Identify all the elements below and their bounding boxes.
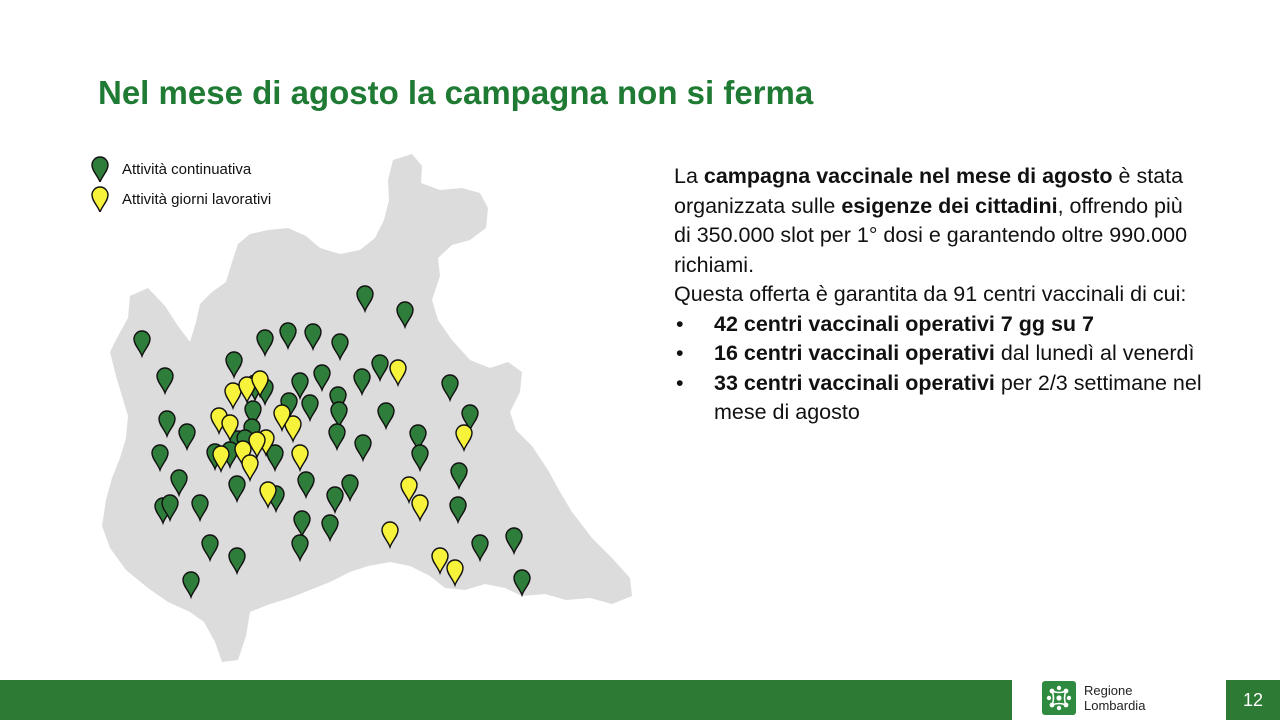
list-item: • 42 centri vaccinali operativi 7 gg su 7	[674, 310, 1204, 340]
centers-list	[674, 310, 1204, 428]
list-item: • 33 centri vaccinali operativi per 2/3 settimane nel mese di agosto	[674, 369, 1204, 428]
logo-text: Regione Lombardia	[1084, 683, 1146, 713]
lombardy-region-shape	[102, 154, 632, 662]
page-number: 12	[1226, 680, 1280, 720]
map-legend	[90, 154, 271, 214]
list-item: • 16 centri vaccinali operativi dal lunedì al venerdì	[674, 339, 1204, 369]
rosa-camuna-icon	[1042, 681, 1076, 715]
footer-bar	[0, 680, 1012, 720]
slide-title: Nel mese di agosto la campagna non si ferma	[98, 74, 814, 111]
offer-paragraph: Questa offerta è garantita da 91 centri vaccinali di cui:	[674, 282, 1187, 306]
legend-item-giorni-lavorativi	[90, 184, 271, 214]
legend-label: Attività giorni lavorativi	[122, 190, 272, 208]
info-text-panel	[674, 162, 1204, 428]
green-pin-icon	[90, 156, 110, 182]
intro-paragraph: La campagna vaccinale nel mese di agosto è stata organizzata sulle esigenze dei cittadini, offrendo più di 350.000 slot per 1° dosi e garantendo oltre 990.000 richiami.	[674, 164, 1188, 277]
regione-lombardia-logo	[1032, 676, 1200, 720]
legend-item-continuativa	[90, 154, 271, 184]
legend-label: Attività continuativa	[122, 160, 252, 178]
yellow-pin-icon	[90, 186, 110, 212]
